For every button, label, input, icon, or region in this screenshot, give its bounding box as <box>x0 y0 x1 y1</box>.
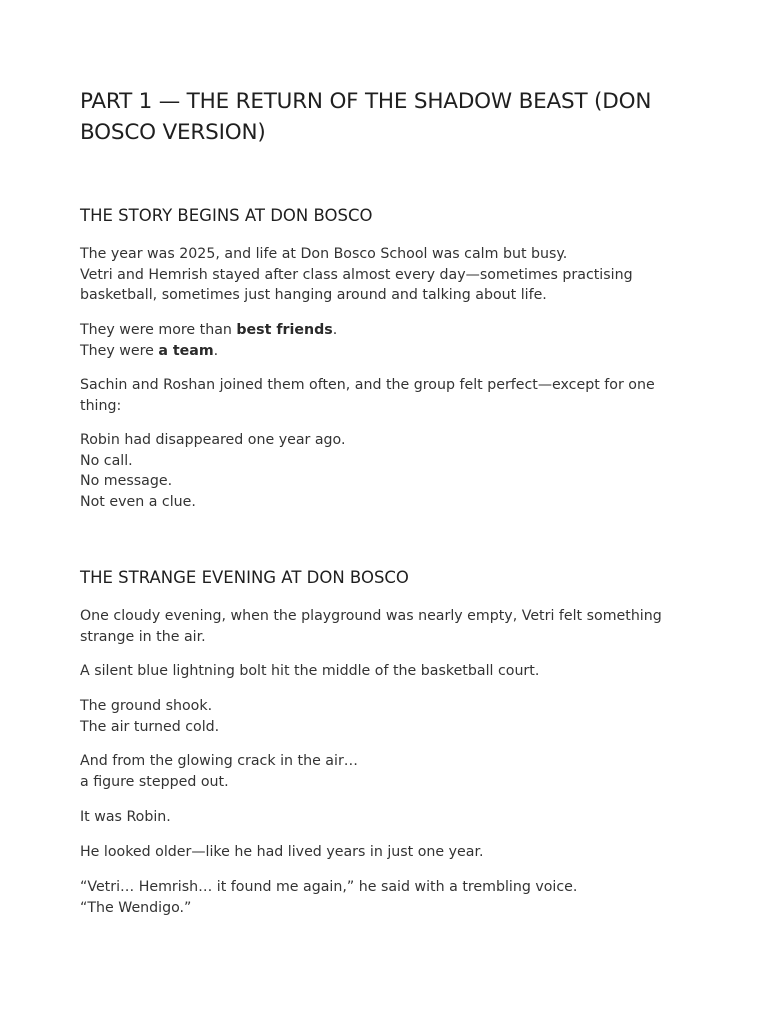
paragraph-line: The ground shook. <box>80 698 213 714</box>
paragraph-line: strange in the air. <box>80 628 206 645</box>
paragraph <box>80 320 690 361</box>
paragraph-line: It was Robin. <box>80 809 171 825</box>
paragraph-line <box>80 320 690 341</box>
paragraph <box>80 244 690 306</box>
paragraph-line: And from the glowing crack in the air… <box>80 753 358 769</box>
text-run: . <box>213 342 219 359</box>
bold-text: best friends <box>236 322 333 338</box>
paragraph-line: a figure stepped out. <box>80 773 229 790</box>
text-run: They were <box>80 342 159 359</box>
paragraph <box>80 842 690 863</box>
paragraph-line: “Vetri… Hemrish… it found me again,” he said with a trembling voice. <box>80 879 578 895</box>
paragraph-line: No call. <box>80 452 133 469</box>
document-title <box>80 86 690 148</box>
text-run: They were more than <box>80 322 237 338</box>
paragraph <box>80 430 690 512</box>
paragraph-line: The year was 2025, and life at Don Bosco School was calm but busy. <box>80 246 568 262</box>
paragraph-line: He looked older—like he had lived years in just one year. <box>80 844 484 860</box>
paragraph <box>80 696 690 737</box>
text-run: . <box>332 322 338 338</box>
document-title-line: PART 1 — THE RETURN OF THE SHADOW BEAST (DON <box>80 89 652 114</box>
paragraph-line <box>80 341 690 362</box>
paragraph-line: basketball, sometimes just hanging around and talking about life. <box>80 287 547 304</box>
paragraph-line: A silent blue lightning bolt hit the middle of the basketball court. <box>80 663 540 679</box>
paragraph <box>80 807 690 828</box>
section-heading-story-begins: THE STORY BEGINS AT DON BOSCO <box>80 206 373 225</box>
paragraph <box>80 877 690 918</box>
paragraph-line: Sachin and Roshan joined them often, and the group felt perfect—except for one <box>80 377 655 393</box>
paragraph <box>80 661 690 682</box>
section-heading-strange-evening: THE STRANGE EVENING AT DON BOSCO <box>80 568 409 587</box>
paragraph-line: thing: <box>80 397 122 414</box>
paragraph-line: No message. <box>80 473 173 490</box>
paragraph-line: One cloudy evening, when the playground was nearly empty, Vetri felt something <box>80 608 662 624</box>
paragraph <box>80 606 690 647</box>
paragraph-line: Not even a clue. <box>80 493 196 510</box>
paragraph-line: Vetri and Hemrish stayed after class almost every day—sometimes practising <box>80 266 633 283</box>
bold-text: a team <box>158 342 214 359</box>
paragraph <box>80 751 690 792</box>
paragraph <box>80 375 690 416</box>
paragraph-line: “The Wendigo.” <box>80 899 192 916</box>
paragraph-line: Robin had disappeared one year ago. <box>80 432 346 448</box>
paragraph-line: The air turned cold. <box>80 718 220 735</box>
document-title-line: BOSCO VERSION) <box>80 120 266 145</box>
